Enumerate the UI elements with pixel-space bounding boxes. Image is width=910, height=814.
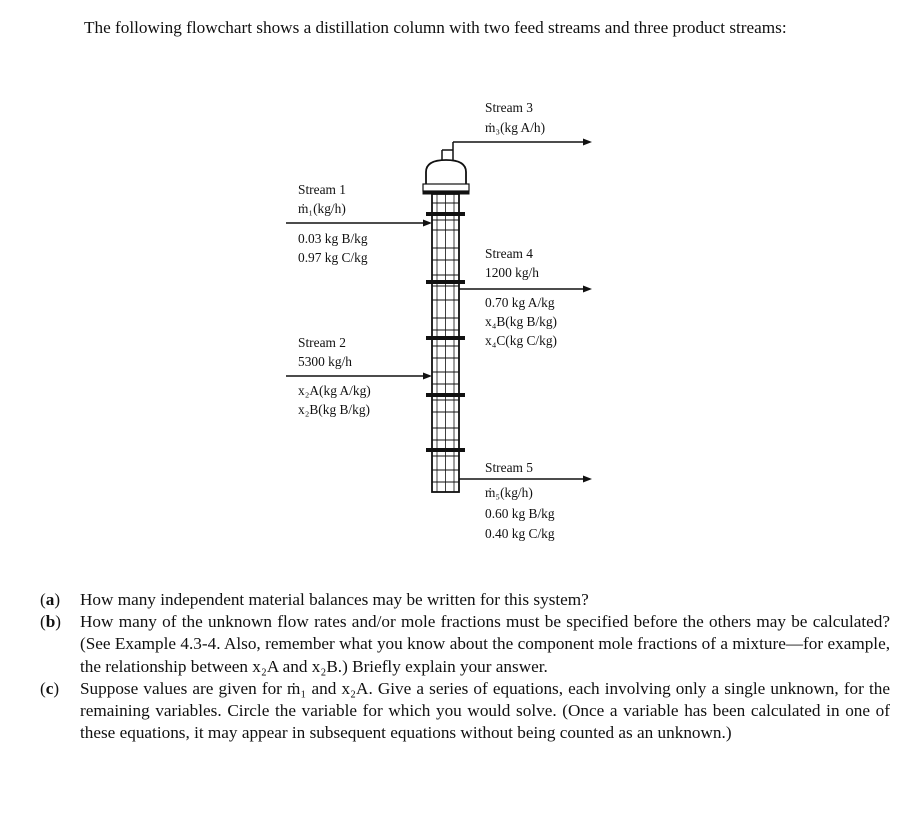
stream-2-flow: 5300 kg/h (298, 354, 352, 369)
stream-2-title: Stream 2 (298, 335, 346, 350)
stream-5-comp-c: 0.40 kg C/kg (485, 526, 555, 541)
stream-1-flow: ṁ₁(kg/h) (298, 201, 346, 216)
question-c (40, 678, 890, 745)
question-a (40, 589, 890, 611)
question-c-label: (c) (40, 678, 60, 698)
stream-1-comp-b: 0.03 kg B/kg (298, 231, 368, 246)
stream-4-labels (485, 246, 557, 348)
stream-4-comp-b: x₄B(kg B/kg) (485, 314, 557, 329)
stream-1-title: Stream 1 (298, 182, 346, 197)
stream-3-labels (485, 100, 545, 135)
stream-2-comp-a: x₂A(kg A/kg) (298, 383, 371, 398)
stream-3-flow: ṁ₃(kg A/h) (485, 120, 546, 135)
question-a-label: (a) (40, 590, 61, 609)
stream-5-title: Stream 5 (485, 460, 533, 475)
stream-4-comp-c: x₄C(kg C/kg) (485, 333, 557, 348)
question-b-text: How many of the unknown flow rates and/or mole fractions must be specified before the others may be calculated? (See Example 4.3-4. Also, remember what you know about the component mole fractions of a mixture—for example, the relationship between x₂A and x₂B.) Briefly explain your answer. (80, 612, 890, 676)
stream-5-comp-b: 0.60 kg B/kg (485, 506, 555, 521)
stream-4-flow: 1200 kg/h (485, 265, 539, 280)
stream-3-title: Stream 3 (485, 100, 533, 115)
stream-1-comp-c: 0.97 kg C/kg (298, 250, 368, 265)
question-b-label: (b) (40, 612, 62, 632)
stream-5-labels (485, 460, 555, 541)
stream-2-comp-b: x₂B(kg B/kg) (298, 402, 370, 417)
stream-4-comp-a: 0.70 kg A/kg (485, 295, 555, 310)
question-c-text: Suppose values are given for ṁ₁ and x₂A. Give a series of equations, each involving only a single unknown, for the remaining variables. Circle the variable for which you would solve. (Once a variable has been calculated in one of these equations, it may appear in subsequent equations without being counted as an unknown.) (80, 678, 890, 743)
stream-5-flow: ṁ₅(kg/h) (485, 485, 533, 500)
question-a-text: How many independent material balances may be written for this system? (80, 590, 589, 609)
distillation-column (423, 142, 469, 492)
question-list (40, 589, 890, 744)
stream-4-title: Stream 4 (485, 246, 533, 261)
intro-text: The following flowchart shows a distillation column with two feed streams and three product streams: (84, 18, 787, 37)
question-b (40, 611, 890, 678)
